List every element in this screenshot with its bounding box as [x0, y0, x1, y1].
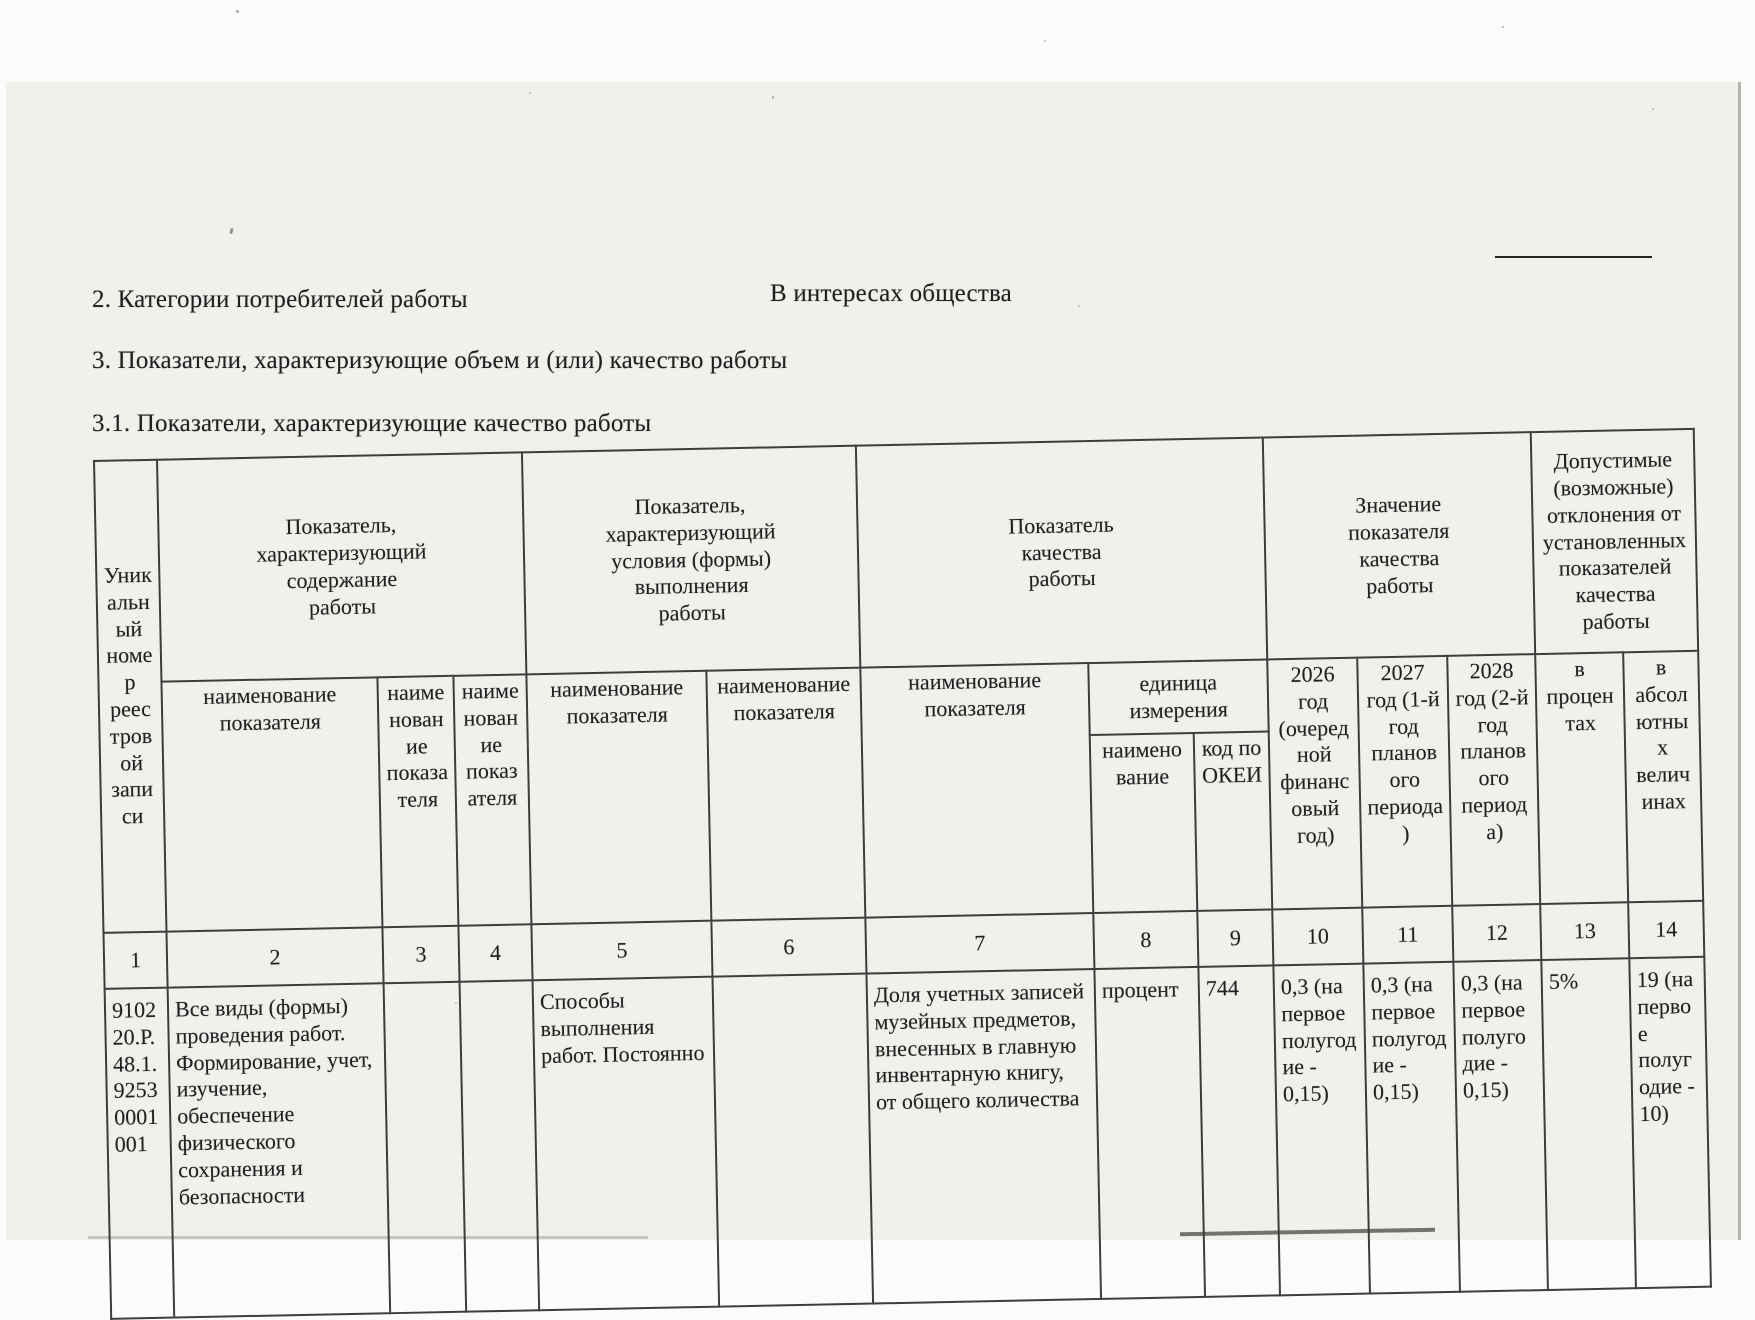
header-unit-group: единица измерения — [1088, 659, 1268, 735]
header-year-2027: 2027 год (1-й год планового периода) — [1357, 656, 1452, 908]
column-number-8: 8 — [1093, 911, 1198, 969]
section-2-value: В интересах общества — [770, 280, 1012, 307]
section-3-label: 3. Показатели, характеризующие объем и (или) качество работы — [92, 347, 788, 374]
header-year-2026: 2026 год (очередной финансовый год) — [1267, 658, 1362, 910]
header-content-indicator-name: наименование показателя — [161, 677, 382, 931]
scan-speck — [1078, 305, 1080, 307]
column-number-7: 7 — [865, 913, 1094, 974]
header-group-deviation-label: Допустимые (возможные) отклонения от установленных показателей качества работы — [1542, 446, 1687, 635]
quality-indicators-table-wrap — [93, 428, 1710, 1320]
header-group-row — [94, 429, 1698, 683]
column-number-12: 12 — [1452, 904, 1541, 962]
cell-deviation-abs: 19 (на первое полугодие - 10) — [1629, 957, 1711, 1288]
blank-underline — [1495, 256, 1652, 258]
column-number-13: 13 — [1540, 902, 1629, 960]
column-number-4: 4 — [458, 924, 532, 981]
column-number-2: 2 — [166, 927, 383, 987]
header-group-conditions-label: Показатель, характеризующий условия (формы) выполнения работы — [605, 491, 776, 626]
cell-registry-number: 910220.Р.48.1.92530001001 — [105, 988, 175, 1319]
cell-deviation-pct: 5% — [1541, 958, 1636, 1290]
column-number-10: 10 — [1272, 908, 1363, 966]
column-number-5: 5 — [531, 921, 712, 981]
header-group-content — [157, 452, 526, 681]
header-deviation-abs: в абсолютных величинах — [1623, 651, 1703, 902]
scan-speck — [772, 96, 774, 99]
cell-unit-name: процент — [1094, 967, 1205, 1299]
scan-speck — [1652, 108, 1654, 110]
quality-indicators-table — [93, 428, 1712, 1320]
cell-conditions-name: Способы выполнения работ. Постоянно — [533, 977, 720, 1311]
header-quality-indicator-name: наименование показателя — [860, 663, 1093, 918]
header-conditions-indicator-name: наименование показателя — [526, 671, 711, 925]
cell-value-2026: 0,3 (на первое полугодие - 0,15) — [1273, 964, 1370, 1296]
scan-speck — [236, 10, 239, 13]
section-3-1-label: 3.1. Показатели, характеризующие качество работы — [92, 410, 652, 437]
header-group-quality-label: Показатель качества работы — [1008, 511, 1114, 592]
page-edge-shadow — [1738, 82, 1741, 1240]
cell-unit-code: 744 — [1198, 965, 1280, 1296]
scan-speck — [529, 92, 531, 94]
header-deviation-pct: в процентах — [1535, 652, 1628, 904]
header-content-attr2-name: наименование показателя — [453, 674, 531, 925]
cell-content-attr2 — [460, 980, 540, 1311]
cell-value-2028: 0,3 (на первое полугодие - 0,15) — [1453, 960, 1548, 1292]
scan-speck — [1502, 26, 1504, 28]
column-number-6: 6 — [711, 918, 866, 977]
data-row — [105, 957, 1711, 1319]
cell-content-name: Все виды (формы) проведения работ. Формирование, учет, изучение, обеспечение физического сохранения и безопасности — [168, 983, 391, 1317]
header-group-value-label: Значение показателя качества работы — [1347, 491, 1450, 599]
header-group-quality — [856, 438, 1267, 668]
header-conditions-indicator-name-2: наименование показателя — [706, 668, 865, 921]
header-group-content-label: Показатель, характеризующий содержание работы — [256, 512, 427, 620]
scan-speck — [1044, 40, 1046, 42]
header-group-deviation — [1531, 429, 1698, 654]
section-2-label: 2. Категории потребителей работы — [92, 286, 468, 313]
header-content-attr1-name: наименование показателя — [377, 676, 458, 927]
cell-quality-name: Доля учетных записей музейных предметов, внесенных в главную инвентарную книгу, от общего количества — [866, 969, 1101, 1304]
cell-conditions-name-2 — [712, 974, 873, 1307]
column-number-1: 1 — [103, 932, 167, 989]
column-number-14: 14 — [1628, 901, 1704, 958]
header-group-conditions — [522, 446, 860, 675]
cell-value-2027: 0,3 (на первое полугодие - 0,15) — [1363, 962, 1460, 1294]
column-number-9: 9 — [1197, 909, 1273, 966]
column-number-3: 3 — [382, 926, 459, 984]
header-unique-number: Уникальный номер реестровой записи — [94, 460, 166, 933]
cell-content-attr1 — [384, 982, 467, 1313]
header-unit-code: код по ОКЕИ — [1194, 731, 1273, 910]
header-unit-name: наименование — [1090, 733, 1198, 913]
column-number-11: 11 — [1362, 906, 1453, 964]
header-year-2028: 2028 год (2-й год планового периода) — [1447, 654, 1540, 906]
header-group-value — [1263, 432, 1535, 659]
